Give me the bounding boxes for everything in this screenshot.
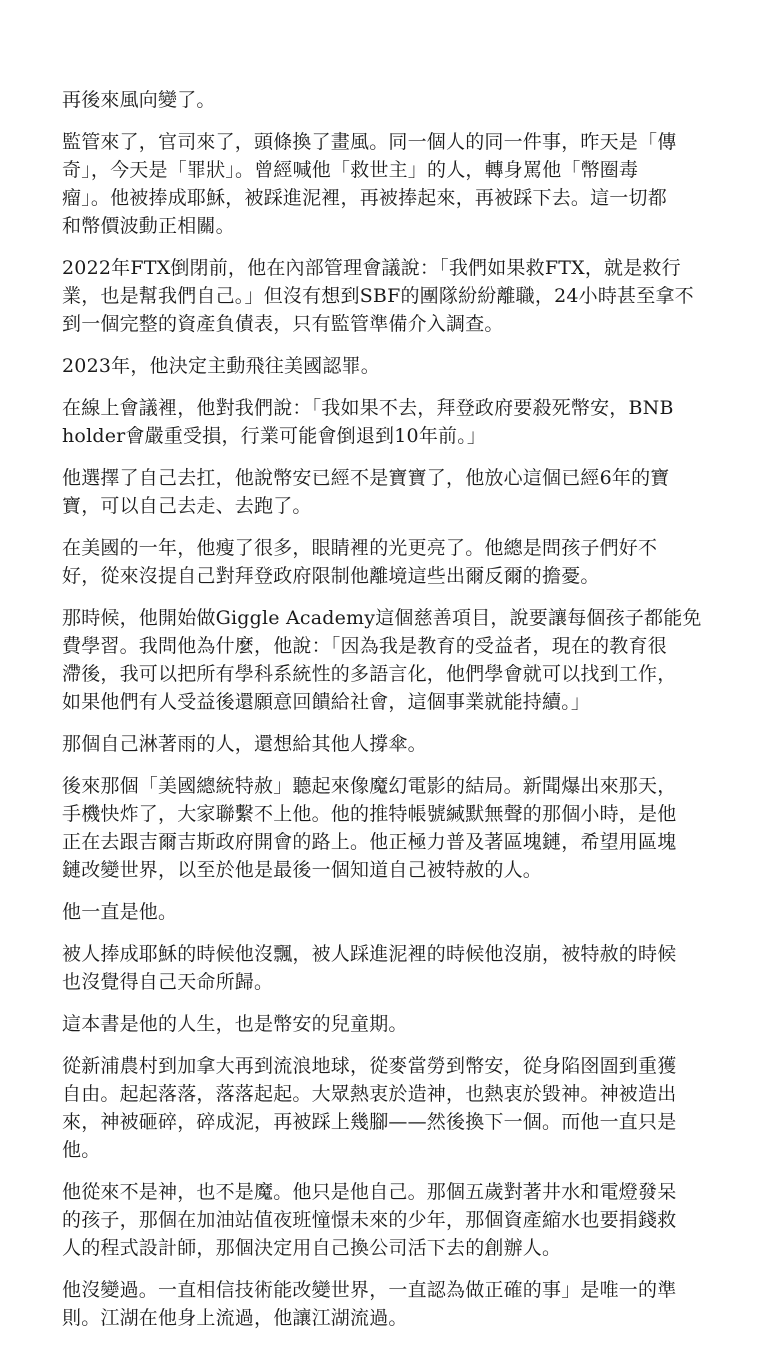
paragraph-5: 在線上會議裡，他對我們說：「我如果不去，拜登政府要殺死幣安，BNB holder會嚴重受損，行業可能會倒退到10年前。」 (62, 397, 674, 447)
paragraph-7: 在美國的一年，他瘦了很多，眼睛裡的光更亮了。他總是問孩子們好不 好，從來沒提自己對拜登政府限制他離境這些出爾反爾的擔憂。 (62, 537, 658, 587)
paragraph-16: 他沒變過。一直相信技術能改變世界，一直認為做正確的事」是唯一的準 則。江湖在他身上流過，他讓江湖流過。 (62, 1279, 677, 1329)
page-body-text (62, 86, 712, 1346)
paragraph-1: 再後來風向變了。 (62, 89, 216, 111)
paragraph-6: 他選擇了自己去扛，他說幣安已經不是寶寶了，他放心這個已經6年的寶 寶，可以自己去走、去跑了。 (62, 467, 670, 517)
paragraph-15: 他從來不是神，也不是魔。他只是他自己。那個五歲對著井水和電燈發呆 的孩子，那個在加油站值夜班憧憬未來的少年，那個資產縮水也要捐錢救 人的程式設計師，那個決定用自己換公司活下去的創辦人。 (62, 1181, 677, 1259)
paragraph-14: 從新浦農村到加拿大再到流浪地球，從麥當勞到幣安，從身陷囹圄到重獲 自由。起起落落，落落起起。大眾熱衷於造神，也熱衷於毀神。神被造出 來，神被砸碎，碎成泥，再被踩上幾腳——然後換下一個。而他一直只是 他。 (62, 1055, 677, 1161)
paragraph-2: 監管來了，官司來了，頭條換了畫風。同一個人的同一件事，昨天是「傳 奇」，今天是「罪狀」。曾經喊他「救世主」的人，轉身罵他「幣圈毒 瘤」。他被捧成耶穌，被踩進泥裡，再被捧起來，再被踩下去。這一切都 和幣價波動正相關。 (62, 131, 677, 237)
paragraph-13: 這本書是他的人生，也是幣安的兒童期。 (62, 1013, 408, 1035)
paragraph-4: 2023年，他決定主動飛往美國認罪。 (62, 355, 380, 377)
paragraph-12: 被人捧成耶穌的時候他沒飄，被人踩進泥裡的時候他沒崩，被特赦的時候 也沒覺得自己天命所歸。 (62, 943, 677, 993)
paragraph-3: 2022年FTX倒閉前，他在內部管理會議說：「我們如果救FTX，就是救行 業，也是幫我們自己。」但沒有想到SBF的團隊紛紛離職，24小時甚至拿不 到一個完整的資產負債表，只有監管準備介入調查。 (62, 257, 694, 335)
paragraph-11: 他一直是他。 (62, 901, 178, 923)
paragraph-8: 那時候，他開始做Giggle Academy這個慈善項目，說要讓每個孩子都能免 費學習。我問他為什麼，他說：「因為我是教育的受益者，現在的教育很 滯後，我可以把所有學科系統性的多語言化，他們學會就可以找到工作， 如果他們有人受益後還願意回饋給社會，這個事業就能持續。」 (62, 607, 702, 713)
paragraph-10: 後來那個「美國總統特赦」聽起來像魔幻電影的結局。新聞爆出來那天， 手機快炸了，大家聯繫不上他。他的推特帳號緘默無聲的那個小時，是他 正在去跟吉爾吉斯政府開會的路上。他正極力普及著區塊鏈，希望用區塊 鏈改變世界，以至於他是最後一個知道自己被特赦的人。 (62, 775, 677, 881)
paragraph-9: 那個自己淋著雨的人，還想給其他人撐傘。 (62, 733, 427, 755)
